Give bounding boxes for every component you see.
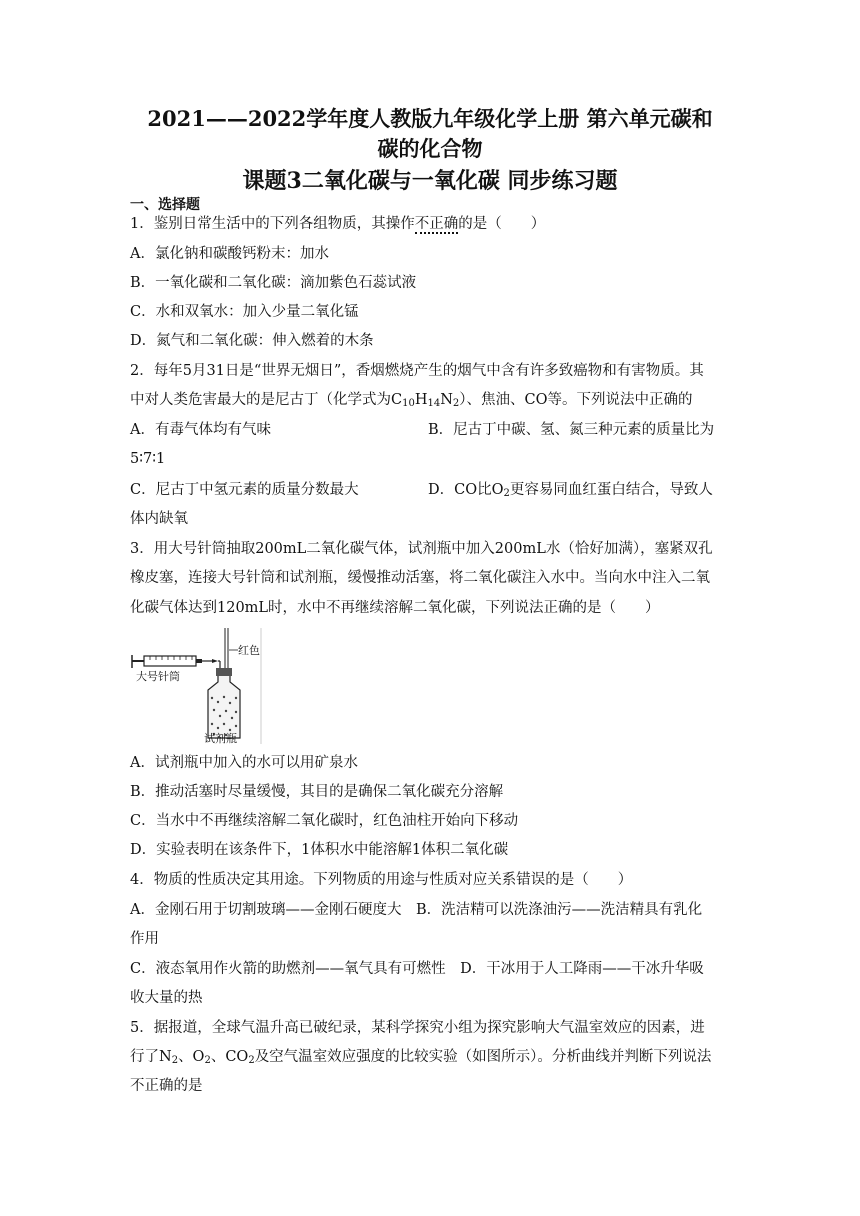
q4-options-ab: A．金刚石用于切割玻璃——金刚石硬度大 B．洗洁精可以洗涤油污——洗洁精具有乳化 bbox=[130, 902, 703, 918]
q5-sub-co2: 2 bbox=[248, 1055, 255, 1066]
doc-title-line3: 课题3二氧化碳与一氧化碳 同步练习题 bbox=[242, 168, 618, 194]
q1-stem bbox=[130, 214, 545, 234]
q3-stem-line2: 橡皮塞，连接大号针筒和试剂瓶，缓慢推动活塞，将二氧化碳注入水中。当向水中注入二氧 bbox=[130, 570, 710, 586]
q1-option-a: A．氯化钠和碳酸钙粉末：加水 bbox=[130, 246, 329, 262]
q2-option-d-sub: 2 bbox=[503, 488, 510, 499]
q2-option-d bbox=[428, 480, 713, 500]
q5-line2-a: 行了N bbox=[130, 1049, 172, 1065]
q4-options-cd: C．液态氧用作火箭的助燃剂——氧气具有可燃性 D．干冰用于人工降雨——干冰升华吸 bbox=[130, 961, 704, 977]
q4-options-cd-cont: 收大量的热 bbox=[130, 990, 203, 1006]
q2-option-a: A．有毒气体均有气味 bbox=[130, 422, 271, 438]
q2-stem-line2-d: ）、焦油、CO等。下列说法中正确的 bbox=[459, 392, 693, 408]
q5-sub-n2: 2 bbox=[171, 1055, 179, 1066]
q2-stem-line2-b: H bbox=[414, 392, 428, 408]
q2-option-b: B．尼古丁中碳、氢、氮三种元素的质量比为 bbox=[428, 422, 715, 438]
q2-stem-line2 bbox=[130, 390, 693, 410]
apparatus-diagram bbox=[130, 628, 262, 744]
q1-stem-b: 的是（ ） bbox=[458, 216, 546, 232]
q3-stem-line1: 3．用大号针筒抽取200mL二氧化碳气体，试剂瓶中加入200mL水（恰好加满），塞紧双孔 bbox=[130, 541, 713, 557]
q3-option-d: D．实验表明在该条件下，1体积水中能溶解1体积二氧化碳 bbox=[130, 842, 509, 858]
q1-option-d: D．氮气和二氧化碳：伸入燃着的木条 bbox=[130, 333, 374, 349]
label-bottle: 试剂瓶 bbox=[204, 733, 237, 744]
q2-stem-line2-c: N bbox=[440, 392, 453, 408]
q2-sub-n: 2 bbox=[452, 398, 460, 409]
q3-option-b: B．推动活塞时尽量缓慢，其目的是确保二氧化碳充分溶解 bbox=[130, 784, 504, 800]
q5-stem-line3: 不正确的是 bbox=[130, 1078, 203, 1094]
q3-option-c: C．当水中不再继续溶解二氧化碳时，红色油柱开始向下移动 bbox=[130, 813, 519, 829]
q5-stem-line1: 5．据报道，全球气温升高已破纪录，某科学探究小组为探究影响大气温室效应的因素，进 bbox=[130, 1020, 705, 1036]
q3-option-a: A．试剂瓶中加入的水可以用矿泉水 bbox=[130, 755, 358, 771]
q2-sub-c: 10 bbox=[402, 398, 415, 409]
q2-sub-h: 14 bbox=[427, 398, 441, 409]
doc-title-line2: 碳的化合物 bbox=[377, 136, 483, 161]
q5-line2-d: 及空气温室效应强度的比较实验（如图所示）。分析曲线并判断下列说法 bbox=[254, 1049, 712, 1065]
q1-stem-a: 1．鉴别日常生活中的下列各组物质，其操作 bbox=[130, 216, 415, 232]
q1-stem-emphasis: 不正确 bbox=[414, 216, 459, 232]
q1-option-b: B．一氧化碳和二氧化碳：滴加紫色石蕊试液 bbox=[130, 275, 417, 291]
label-syringe: 大号针筒 bbox=[136, 671, 180, 683]
q2-option-d-a: D．CO比O bbox=[428, 482, 504, 498]
q2-stem-line2-a: 中对人类危害最大的是尼古丁（化学式为C bbox=[130, 392, 403, 408]
q4-stem: 4．物质的性质决定其用途。下列物质的用途与性质对应关系错误的是（ ） bbox=[130, 872, 633, 888]
q2-option-c: C．尼古丁中氢元素的质量分数最大 bbox=[130, 482, 359, 498]
q5-sub-o2: 2 bbox=[204, 1055, 211, 1066]
label-red: 红色 bbox=[238, 645, 260, 657]
q2-option-d-cont: 体内缺氧 bbox=[130, 511, 188, 527]
q1-option-c: C．水和双氧水：加入少量二氧化锰 bbox=[130, 304, 359, 320]
q2-option-b-cont: 5∶7∶1 bbox=[130, 451, 166, 467]
q4-options-ab-cont: 作用 bbox=[130, 931, 159, 947]
q3-apparatus-figure bbox=[130, 628, 262, 744]
section-heading: 一、选择题 bbox=[130, 197, 200, 213]
doc-title-line1: 2021——2022学年度人教版九年级化学上册 第六单元碳和 bbox=[147, 106, 713, 131]
q2-stem-line1: 2．每年5月31日是“世界无烟日”，香烟燃烧产生的烟气中含有许多致癌物和有害物质。其 bbox=[130, 363, 704, 379]
q5-line2-b: 、O bbox=[178, 1049, 205, 1065]
q5-stem-line2 bbox=[130, 1047, 711, 1067]
q3-stem-line3: 化碳气体达到120mL时，水中不再继续溶解二氧化碳，下列说法正确的是（ ） bbox=[130, 600, 660, 616]
q5-line2-c: 、CO bbox=[210, 1049, 249, 1065]
q2-option-d-b: 更容易同血红蛋白结合，导致人 bbox=[509, 482, 713, 498]
